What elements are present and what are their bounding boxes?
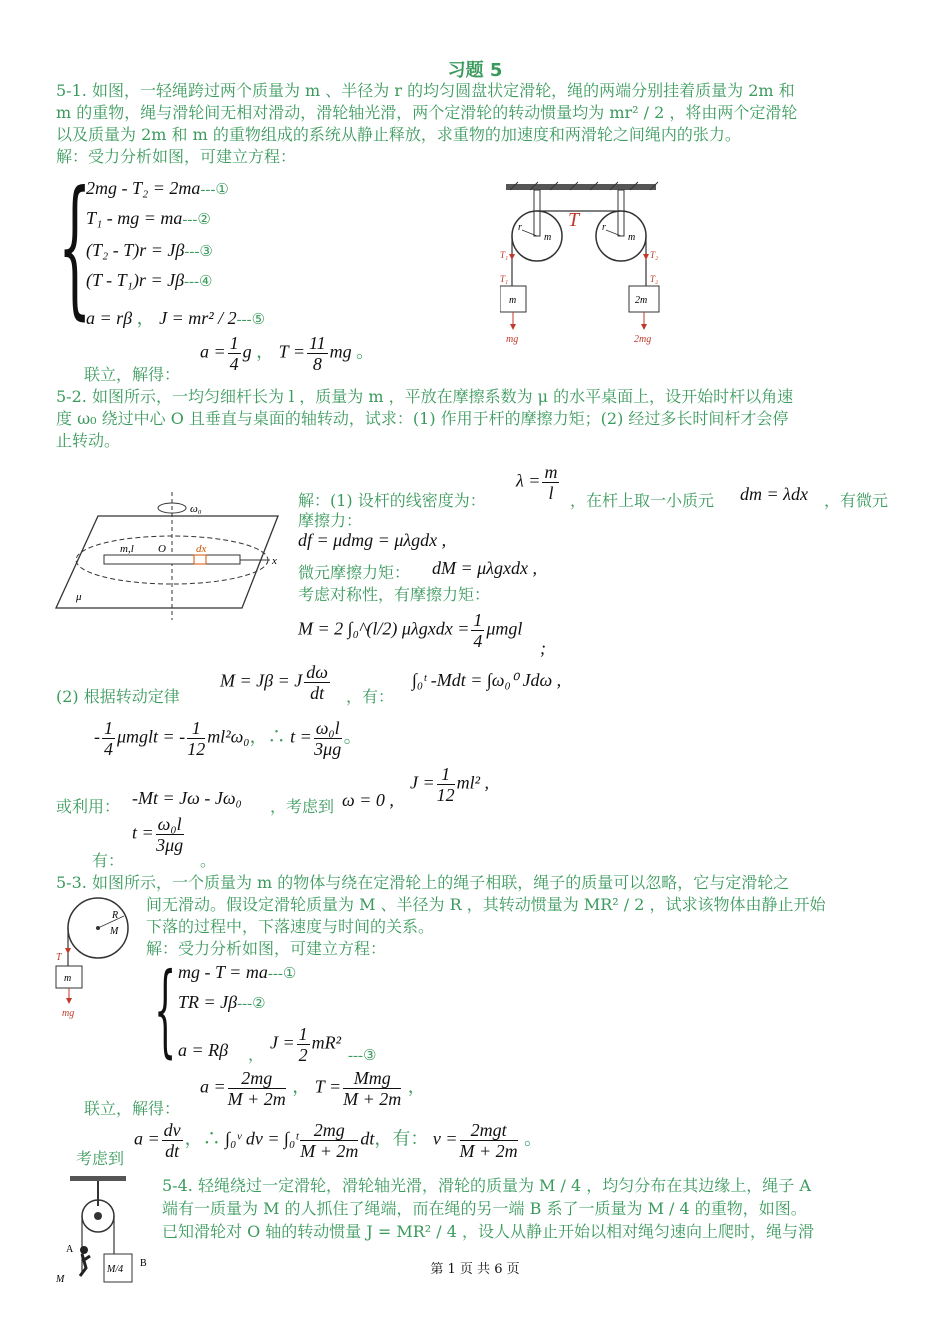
label-omega0: ω₀ <box>190 503 202 515</box>
label-m-left: m <box>544 232 552 243</box>
equation-brace: { <box>58 160 92 334</box>
figure-5-3 <box>54 894 134 1020</box>
solve-5-2-alt: 或利用： <box>56 797 121 816</box>
figure-5-1 <box>500 178 665 346</box>
person-head <box>80 1246 88 1254</box>
problem-5-3-line2: 间无滑动。假设定滑轮质量为 M 、半径为 R ，其转动惯量为 MR² / 2 ，试求该物体由静止开始 <box>146 895 826 914</box>
label-x-axis: x <box>272 555 277 567</box>
eq-dm: dm = λdx <box>740 484 808 504</box>
consider-5-3: 考虑到 <box>76 1149 125 1168</box>
label-ml: m,l <box>120 543 134 555</box>
label-A: A <box>66 1244 74 1255</box>
problem-5-4-line1: 5-4. 轻绳绕过一定滑轮，滑轮轴光滑，滑轮的质量为 M / 4 ，均匀分布在其边缘上，绳子 A <box>162 1176 811 1195</box>
eq-5-3-dv: a = $\frac{dv}{dt}$ ，∴ ∫₀ᵛ dv = ∫₀ᵗ $\frac{2mg}{M + 2m}$ dt，有： v = $\frac{\text{2mgt}}{M + 2m}$ 。 <box>134 1120 543 1161</box>
equation-brace-5-3: { <box>154 951 177 1068</box>
eq-5-1-5: a = rβ ， J = mr² / 2---⑤ <box>86 308 266 328</box>
ceiling <box>70 1176 126 1181</box>
label-weight-mg: mg <box>506 334 519 345</box>
solve-5-2-text-c: ，有微元 <box>824 491 889 510</box>
rod <box>104 555 240 564</box>
comma-5-3: ， <box>248 1045 265 1064</box>
result-label-5-1: 联立，解得： <box>84 365 181 384</box>
label-m-right: m <box>628 232 636 243</box>
problem-5-2-text <box>56 386 896 452</box>
result-a-5-1: a = $\frac{1}{4}$ g ， T = $\frac{11}{8}$ mg 。 <box>200 333 375 374</box>
solve-5-2-text-b: ，在杆上取一小质元 <box>570 491 715 510</box>
problem-5-3-line1: 5-3. 如图所示，一个质量为 m 的物体与绕在定滑轮上的绳子相联，绳子的质量可以忽略，它与定滑轮之 <box>56 873 790 892</box>
problem-5-1-line3: 以及质量为 2m 和 m 的重物组成的系统从静止释放，求重物的加速度和两滑轮之间绳内的张力。 <box>56 125 741 144</box>
axle-left <box>534 190 540 236</box>
label-dx: dx <box>196 543 207 555</box>
label-T2-top: T₂ <box>650 250 659 260</box>
eq-5-1-2: T₁ - mg = ma---② <box>86 208 211 228</box>
label-T1-top: T₁ <box>500 250 509 260</box>
eq-integral: ∫₀ᵗ -Mdt = ∫ω₀⁰ Jdω , <box>412 670 562 690</box>
label-r-left: r <box>518 222 522 233</box>
solve-5-2-part1: 解：(1) 设杆的线密度为： <box>298 491 486 510</box>
figure-5-2 <box>54 490 294 620</box>
problem-5-1-line1: 5-1. 如图，一轻绳跨过两个质量为 m 、半径为 r 的均匀圆盘状定滑轮，绳的两端分别挂着质量为 2m 和 <box>56 81 795 100</box>
problem-5-4-text <box>162 1174 898 1243</box>
problem-5-1-solve: 解：受力分析如图，可建立方程： <box>56 147 297 166</box>
axle-right <box>618 190 624 236</box>
problem-5-3-solve: 解：受力分析如图，可建立方程： <box>146 939 387 958</box>
problem-5-4-line2: 端有一质量为 M 的人抓住了绳端，而在绳的另一端 B 系了一质量为 M / 4 的重物，如图。 <box>162 1199 807 1218</box>
eq-5-3-3b: J = $\frac{1}{2}$ mR² <box>270 1024 342 1065</box>
label-M: M <box>56 1274 65 1285</box>
box-m-label: m <box>509 295 517 306</box>
solve-5-2-part2: (2) 根据转动定律 <box>56 687 180 706</box>
eq-t-alt: t = $\frac{\text{ω₀l}}{3\mu g}$ <box>132 814 184 855</box>
result-5-3: a = $\frac{2mg}{M + 2m}$ ， T = $\frac{\text{Mmg}}{M + 2m}$ ， <box>200 1068 426 1109</box>
label-T1-bottom: T₁ <box>500 274 509 284</box>
eq-5-3-1: mg - T = ma---① <box>178 962 297 982</box>
eq-rotation-law: M = Jβ = J $\frac{d\omega}{dt}$ <box>220 662 328 703</box>
problem-5-1-text <box>56 80 896 168</box>
solve-5-2-friction: 摩擦力： <box>298 511 363 530</box>
problem-5-2-line2: 度 ω₀ 绕过中心 O 且垂直与桌面的轴转动，试求：(1) 作用于杆的摩擦力矩；(2) 经过多长时间杆才会停 <box>56 409 789 428</box>
result-label-5-3: 联立，解得： <box>84 1099 181 1118</box>
solve-5-2-have: ，有： <box>346 687 395 706</box>
label-T: T <box>56 952 62 963</box>
solve-5-2-have2: 有： <box>92 851 125 870</box>
eq-5-1-3: (T₂ - T)r = Jβ---③ <box>86 240 213 260</box>
label-R: R <box>112 910 119 921</box>
eq-5-1-4: (T - T₁)r = Jβ---④ <box>86 270 213 290</box>
page-title: 习题 5 <box>447 60 503 81</box>
eq-dM: dM = μλgxdx , <box>432 558 537 578</box>
eq-omega-zero: ω = 0 , <box>342 790 394 810</box>
problem-5-4-line3: 已知滑轮对 O 轴的转动惯量 J = MR² / 4 ，设人从静止开始以相对绳匀速向上爬时，绳与滑 <box>162 1222 815 1241</box>
box-m-label: m <box>64 973 72 984</box>
problem-5-2-line1: 5-2. 如图所示，一均匀细杆长为 l ，质量为 m ，平放在摩擦系数为 μ 的水平桌面上，设开始时杆以角速 <box>56 387 794 406</box>
label-M: M <box>110 926 119 937</box>
box-M4-label: M/4 <box>107 1264 124 1275</box>
eq-5-2-a: - $\frac{1}{4}$ μmglt = - $\frac{1}{12}$ ml²ω₀，∴ t = $\frac{\text{ω₀l}}{3\mu g}$ 。 <box>94 718 362 759</box>
solve-5-2-torque: 微元摩擦力矩： <box>298 563 411 582</box>
eq-alt: -Mt = Jω - Jω₀ <box>132 788 242 808</box>
page-footer: 第 1 页 共 6 页 <box>430 1262 520 1277</box>
solve-5-2-symmetry: 考虑对称性，有摩擦力矩： <box>298 585 491 604</box>
label-B: B <box>140 1258 147 1269</box>
eq-5-1-1: 2mg - T₂ = 2ma---① <box>86 178 229 198</box>
eq-lambda: λ = $\frac{m}{l}$ <box>516 462 558 503</box>
eq-5-3-3-tag: ---③ <box>348 1048 377 1064</box>
problem-5-3-line3: 下落的过程中，下落速度与时间的关系。 <box>146 917 435 936</box>
label-tension-T: T <box>568 209 580 231</box>
period-5-2: 。 <box>200 851 217 870</box>
label-mu: μ <box>76 591 82 603</box>
problem-5-2-line3: 止转动。 <box>56 431 121 450</box>
label-r-right: r <box>602 222 606 233</box>
eq-M: M = 2 ∫₀^(l/2) μλgxdx = $\frac{1}{4}$ μmgl <box>298 610 523 651</box>
eq-5-3-3a: a = Rβ <box>178 1040 229 1060</box>
label-O: O <box>158 543 166 555</box>
label-mg: mg <box>62 1008 75 1019</box>
eq-5-3-2: TR = Jβ---② <box>178 992 266 1012</box>
solve-5-2-consider: ，考虑到 <box>270 797 335 816</box>
label-weight-2mg: 2mg <box>634 334 652 345</box>
semicolon: ; <box>540 638 546 658</box>
box-2m-label: 2m <box>635 295 648 306</box>
problem-5-1-line2: m 的重物，绳与滑轮间无相对滑动，滑轮轴光滑，两个定滑轮的转动惯量均为 mr² / 2 ，将由两个定滑轮 <box>56 103 798 122</box>
eq-df: df = μdmg = μλgdx , <box>298 530 447 550</box>
problem-5-3-text <box>146 894 898 960</box>
eq-J-rod: J = $\frac{1}{12}$ ml² , <box>410 764 490 805</box>
label-T2-bottom: T₂ <box>650 274 659 284</box>
